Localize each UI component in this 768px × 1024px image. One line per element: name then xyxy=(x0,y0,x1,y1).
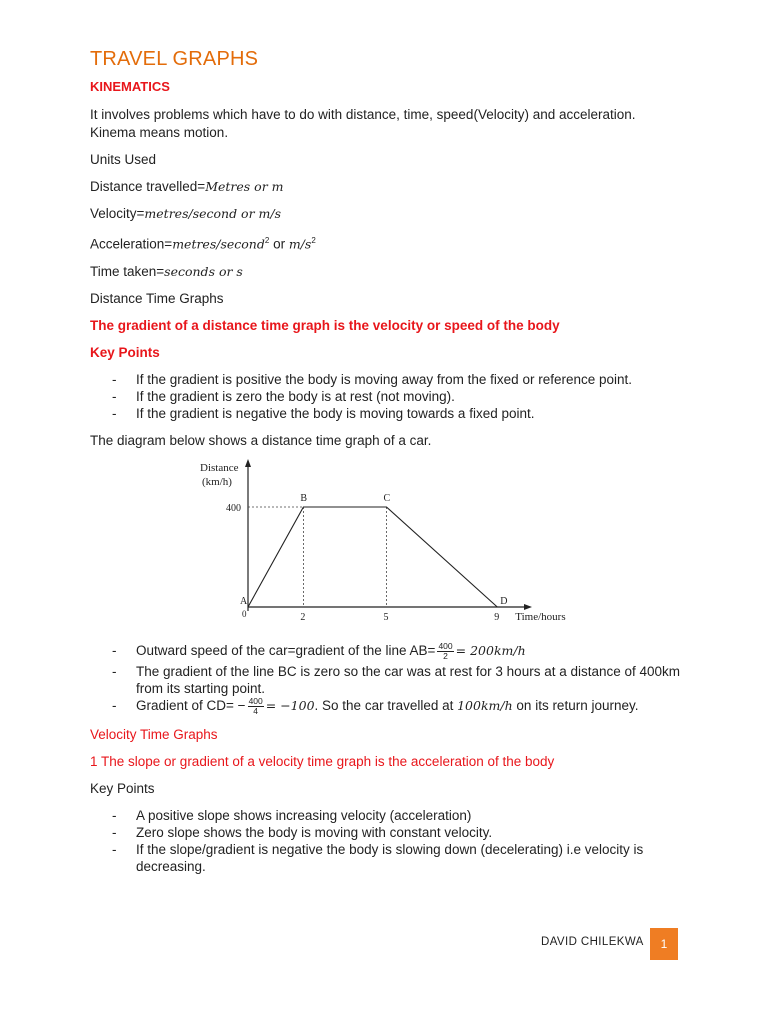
dt-key-points xyxy=(90,371,690,422)
unit-velocity-label: Velocity= xyxy=(90,206,145,221)
unit-distance-value: Metres or m xyxy=(205,179,284,194)
unit-acceleration-value: metres/second xyxy=(172,236,265,252)
squared-2: 2 xyxy=(311,236,316,245)
x-axis-label: Time/hours xyxy=(515,610,566,623)
y-tick-label: 400 xyxy=(226,502,241,514)
calc-points xyxy=(90,642,690,716)
unit-distance xyxy=(90,178,690,196)
page-title: TRAVEL GRAPHS xyxy=(90,48,259,70)
list-item: - If the slope/gradient is negative the body is slowing down (decelerating) i.e velocity is decreasing. xyxy=(90,841,656,875)
point-label-d: D xyxy=(500,595,508,607)
y-axis-label: Distance xyxy=(200,461,239,474)
unit-time-label: Time taken= xyxy=(90,263,165,279)
units-heading: Units Used xyxy=(90,152,157,167)
distance-time-rule: The gradient of a distance time graph is the velocity or speed of the body xyxy=(90,317,560,333)
ab-numerator: 400 xyxy=(438,640,453,651)
intro-line-2: Kinema means motion. xyxy=(90,125,229,140)
cd-fraction xyxy=(248,697,264,716)
chart-svg xyxy=(196,459,586,634)
cd-minus: − xyxy=(233,697,246,713)
document-body xyxy=(90,46,690,885)
point-label-c: C xyxy=(383,492,391,504)
unit-acceleration xyxy=(90,232,690,254)
unit-acceleration-label: Acceleration= xyxy=(90,236,173,252)
x-axis-arrow-icon xyxy=(524,604,532,610)
bc-line-1: The gradient of the line BC is zero so the car was at rest for 3 hours at a distance of 400km xyxy=(136,663,681,679)
list-item: - If the gradient is negative the body is moving towards a fixed point. xyxy=(90,405,690,422)
list-item: - If the gradient is positive the body is moving away from the fixed or reference point. xyxy=(90,371,690,388)
vt-key-points-heading: Key Points xyxy=(90,780,155,796)
cd-suffix-2: on its return journey. xyxy=(512,697,639,713)
ab-fraction xyxy=(437,642,453,661)
unit-time xyxy=(90,263,690,281)
cd-result: = −100 xyxy=(265,697,315,713)
point-label-b: B xyxy=(300,492,308,504)
list-item-bc xyxy=(90,663,690,697)
intro-line-1: It involves problems which have to do with distance, time, speed(Velocity) and acceleration. xyxy=(90,107,636,122)
series-line xyxy=(248,507,497,607)
distance-time-heading: Distance Time Graphs xyxy=(90,290,224,306)
page-number-badge: 1 xyxy=(650,928,678,960)
list-item: - If the gradient is zero the body is at rest (not moving). xyxy=(90,388,690,405)
unit-distance-label: Distance travelled= xyxy=(90,179,206,194)
bc-line-2: from its starting point. xyxy=(136,680,266,696)
ab-denominator: 2 xyxy=(443,650,448,661)
velocity-time-rule: 1 The slope or gradient of a velocity time graph is the acceleration of the body xyxy=(90,753,555,769)
x-tick-label: 2 xyxy=(300,611,306,623)
unit-acceleration-or: or xyxy=(269,236,289,252)
footer-author: DAVID CHILEKWA xyxy=(541,936,644,948)
intro-paragraph xyxy=(90,106,690,142)
unit-time-value: seconds or s xyxy=(164,263,243,279)
list-item-ab xyxy=(90,642,690,661)
list-item: - A positive slope shows increasing velocity (acceleration) xyxy=(90,807,690,824)
kinematics-heading: KINEMATICS xyxy=(90,79,170,94)
key-points-heading: Key Points xyxy=(90,344,160,360)
cd-suffix-1: . So the car travelled at xyxy=(314,697,458,713)
unit-acceleration-value-2: m/s xyxy=(288,236,312,252)
ab-result: = 200km/h xyxy=(455,642,526,658)
distance-time-chart xyxy=(196,459,586,634)
x-tick-label: 9 xyxy=(494,611,500,623)
list-item-cd xyxy=(90,697,690,716)
unit-velocity xyxy=(90,205,690,223)
x-tick-label: 5 xyxy=(383,611,389,623)
list-item: - Zero slope shows the body is moving with constant velocity. xyxy=(90,824,690,841)
cd-denominator: 4 xyxy=(253,705,259,716)
velocity-time-heading: Velocity Time Graphs xyxy=(90,726,218,742)
y-axis-arrow-icon xyxy=(245,459,251,467)
y-axis-unit-label: (km/h) xyxy=(202,475,232,488)
origin-label: 0 xyxy=(242,608,247,619)
cd-prefix: Gradient of CD= xyxy=(136,697,234,713)
diagram-intro: The diagram below shows a distance time graph of a car. xyxy=(90,432,432,448)
unit-velocity-value: metres/second or m/s xyxy=(144,206,282,221)
cd-speed: 100km/h xyxy=(457,697,513,713)
squared-1: 2 xyxy=(264,236,270,245)
vt-key-points xyxy=(90,807,690,875)
point-label-a: A xyxy=(240,595,248,607)
ab-prefix: Outward speed of the car=gradient of the line AB= xyxy=(136,642,436,658)
cd-numerator: 400 xyxy=(248,695,263,706)
